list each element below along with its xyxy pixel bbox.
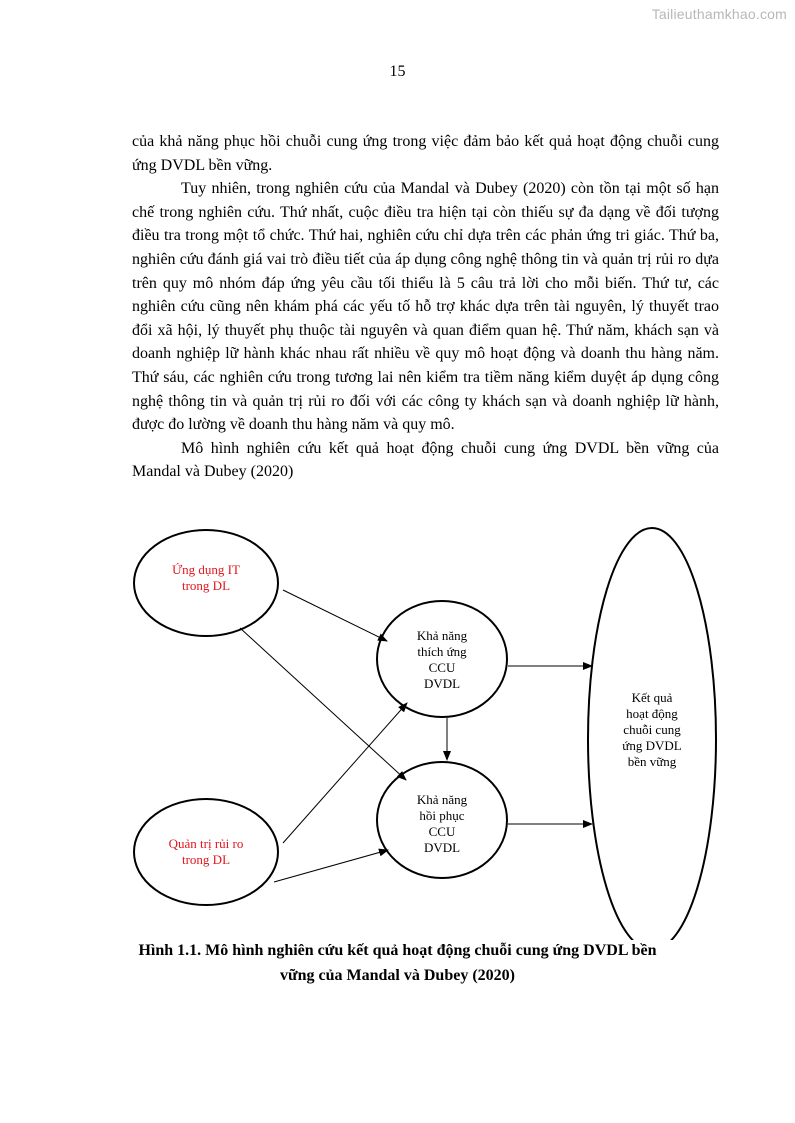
caption-line-2: vững của Mandal và Dubey (2020) <box>280 967 515 984</box>
research-model-diagram <box>0 520 795 940</box>
arrow-it-to-resilience <box>240 628 406 780</box>
page-number: 15 <box>389 63 406 80</box>
label-adaptability: Khả năng thích ứng CCU DVDL <box>416 628 468 691</box>
arrow-risk-to-resilience <box>274 850 388 882</box>
body-text <box>132 130 719 484</box>
caption-line-1: Hình 1.1. Mô hình nghiên cứu kết quả hoạt động chuỗi cung ứng DVDL bền <box>138 942 657 959</box>
label-it-application: Ứng dụng IT trong DL <box>172 562 240 593</box>
paragraph-limitations: Tuy nhiên, trong nghiên cứu của Mandal và Dubey (2020) còn tồn tại một số hạn chế trong nghiên cứu. Thứ nhất, cuộc điều tra hiện tại còn thiếu sự đa dạng về đối tượng điều tra trong một tổ chức. Thứ hai, nghiên cứu chỉ dựa trên các phản ứng tri giác. Thứ ba, nghiên cứu đánh giá vai trò điều tiết của áp dụng công nghệ thông tin và quản trị rủi ro dựa trên quy mô nhóm đáp ứng yêu cầu tối thiểu là 5 câu trả lời cho mỗi biến. Thứ tư, các nghiên cứu cũng nên khám phá các yếu tố hỗ trợ khác dựa trên tài nguyên, lý thuyết trao đổi xã hội, lý thuyết phụ thuộc tài nguyên và quan điểm quan hệ. Thứ năm, khách sạn và doanh nghiệp lữ hành khác nhau rất nhiều về quy mô hoạt động và doanh thu hàng năm. Thứ sáu, các nghiên cứu trong tương lai nên kiểm tra tiềm năng kiểm duyệt áp dụng công nghệ thông tin và quản trị rủi ro đối với các công ty khách sạn và doanh nghiệp lữ hành, được đo lường về doanh thu hàng năm và quy mô. <box>132 180 719 434</box>
label-performance: Kết quả hoạt động chuỗi cung ứng DVDL bền vững <box>622 690 682 769</box>
paragraph-continuation: của khả năng phục hồi chuỗi cung ứng trong việc đảm bảo kết quả hoạt động chuỗi cung ứng DVDL bền vững. <box>132 133 719 174</box>
paragraph-model-intro: Mô hình nghiên cứu kết quả hoạt động chuỗi cung ứng DVDL bền vững của Mandal và Dubey (2020) <box>132 439 719 481</box>
figure-caption <box>110 938 685 988</box>
label-resilience: Khả năng hồi phục CCU DVDL <box>416 792 468 855</box>
arrow-it-to-adaptability <box>283 590 387 641</box>
watermark: Tailieuthamkhao.com <box>651 6 787 22</box>
label-risk-management: Quản trị rủi ro trong DL <box>168 836 244 867</box>
